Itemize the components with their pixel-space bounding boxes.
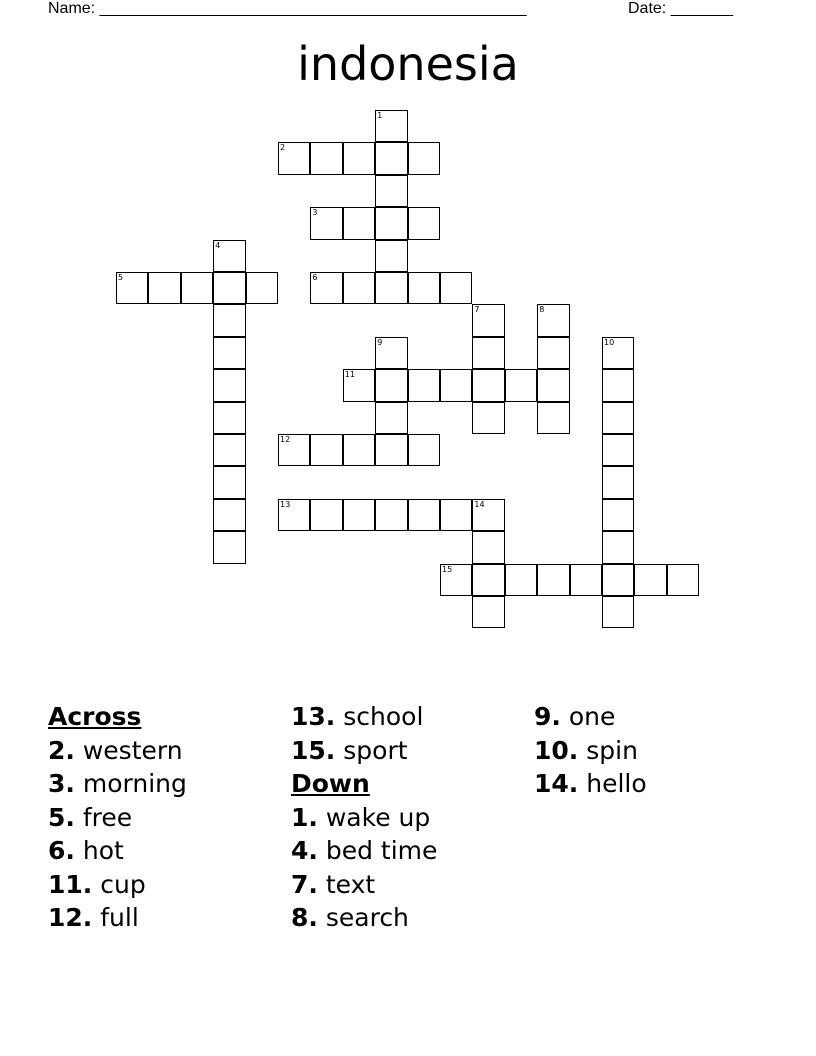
grid-cell[interactable]	[375, 434, 407, 466]
grid-cell[interactable]	[343, 499, 375, 531]
grid-cell[interactable]	[375, 175, 407, 207]
clue-text: hello	[586, 769, 647, 798]
grid-cell[interactable]	[440, 564, 472, 596]
grid-cell[interactable]	[440, 499, 472, 531]
grid-cell[interactable]	[472, 369, 504, 401]
grid-cell[interactable]	[375, 110, 407, 142]
clue-number: 11.	[48, 869, 93, 899]
grid-cell[interactable]	[181, 272, 213, 304]
grid-cell[interactable]	[213, 369, 245, 401]
down-clue	[291, 834, 531, 868]
grid-cell[interactable]	[472, 304, 504, 336]
grid-cell[interactable]	[343, 207, 375, 239]
grid-cell[interactable]	[602, 402, 634, 434]
across-clue	[48, 834, 288, 868]
clue-number-label: 9	[377, 337, 383, 347]
grid-cell[interactable]	[440, 369, 472, 401]
grid-cell[interactable]	[375, 369, 407, 401]
down-clue	[534, 700, 774, 734]
grid-cell[interactable]	[148, 272, 180, 304]
clue-number-label: 14	[474, 499, 485, 509]
grid-cell[interactable]	[278, 142, 310, 174]
clue-number-label: 6	[312, 273, 318, 282]
grid-cell[interactable]	[213, 434, 245, 466]
clue-column-2	[291, 700, 531, 935]
clue-number-label: 3	[312, 208, 318, 218]
grid-cell[interactable]	[343, 142, 375, 174]
grid-cell[interactable]	[472, 337, 504, 369]
clue-column-3	[534, 700, 774, 801]
grid-cell[interactable]	[472, 499, 504, 531]
clue-text: text	[325, 869, 376, 899]
grid-cell[interactable]	[602, 531, 634, 563]
grid-cell[interactable]	[602, 434, 634, 466]
clue-number-label: 1	[377, 111, 383, 120]
grid-cell[interactable]	[375, 142, 407, 174]
grid-cell[interactable]	[472, 564, 504, 596]
clue-number: 3.	[48, 769, 75, 798]
grid-cell[interactable]	[310, 499, 342, 531]
clue-number: 8.	[291, 903, 318, 932]
grid-cell[interactable]	[343, 369, 375, 401]
down-clue	[291, 801, 531, 835]
grid-cell[interactable]	[602, 564, 634, 596]
clue-number: 15.	[291, 735, 336, 765]
date-field-label[interactable]: Date: _______	[628, 0, 733, 17]
grid-cell[interactable]	[667, 564, 699, 596]
grid-cell[interactable]	[408, 142, 440, 174]
grid-cell[interactable]	[472, 531, 504, 563]
clue-number-label: 2	[280, 143, 286, 153]
grid-cell[interactable]	[213, 531, 245, 563]
across-clue	[291, 734, 531, 768]
across-clue	[48, 801, 288, 835]
clue-text: free	[82, 802, 133, 832]
grid-cell[interactable]	[213, 499, 245, 531]
grid-cell[interactable]	[213, 240, 245, 272]
grid-cell[interactable]	[537, 564, 569, 596]
across-clue	[48, 734, 288, 768]
clue-number-label: 13	[280, 499, 291, 509]
clue-text: full	[100, 903, 139, 932]
grid-cell[interactable]	[343, 434, 375, 466]
clue-text: sport	[343, 735, 408, 765]
clue-text: western	[82, 735, 183, 765]
clue-number-label: 4	[215, 240, 221, 250]
grid-cell[interactable]	[408, 272, 440, 304]
across-clue	[48, 767, 288, 801]
clue-column-1	[48, 700, 288, 935]
grid-cell[interactable]	[602, 466, 634, 498]
grid-cell[interactable]	[505, 369, 537, 401]
clue-number: 12.	[48, 903, 93, 932]
across-clue	[48, 901, 288, 935]
clue-number-label: 8	[539, 305, 545, 315]
grid-cell[interactable]	[246, 272, 278, 304]
grid-cell[interactable]	[570, 564, 602, 596]
clue-number: 7.	[291, 869, 318, 899]
grid-cell[interactable]	[310, 434, 342, 466]
clue-number: 9.	[534, 702, 561, 731]
clue-text: bed time	[325, 836, 438, 865]
grid-cell[interactable]	[537, 304, 569, 336]
across-clue	[48, 868, 288, 902]
clue-number: 10.	[534, 735, 579, 765]
grid-cell[interactable]	[408, 207, 440, 239]
clue-text: cup	[100, 869, 146, 899]
grid-cell[interactable]	[213, 272, 245, 304]
clue-number-label: 7	[474, 305, 480, 315]
puzzle-title: indonesia	[297, 37, 519, 91]
grid-cell[interactable]	[213, 402, 245, 434]
clue-number: 1.	[291, 802, 318, 832]
grid-cell[interactable]	[310, 207, 342, 239]
grid-cell[interactable]	[634, 564, 666, 596]
grid-cell[interactable]	[116, 272, 148, 304]
grid-cell[interactable]	[375, 402, 407, 434]
clue-text: morning	[82, 769, 187, 798]
grid-cell[interactable]	[375, 207, 407, 239]
grid-cell[interactable]	[278, 499, 310, 531]
clue-text: school	[343, 702, 424, 731]
down-clue	[534, 734, 774, 768]
clue-number-label: 15	[442, 564, 453, 574]
clue-number: 14.	[534, 769, 579, 798]
clue-number: 6.	[48, 836, 75, 865]
grid-cell[interactable]	[602, 337, 634, 369]
clue-number-label: 11	[344, 370, 355, 380]
grid-cell[interactable]	[472, 402, 504, 434]
grid-cell[interactable]	[213, 466, 245, 498]
grid-cell[interactable]	[537, 402, 569, 434]
down-heading: Down	[291, 769, 370, 798]
clue-number: 13.	[291, 702, 336, 731]
down-clue	[534, 767, 774, 801]
grid-cell[interactable]	[375, 499, 407, 531]
grid-cell[interactable]	[602, 596, 634, 628]
grid-cell[interactable]	[310, 272, 342, 304]
across-clue	[291, 700, 531, 734]
clue-number: 2.	[48, 735, 75, 765]
down-clue	[291, 868, 531, 902]
clue-text: hot	[82, 836, 124, 865]
header-line	[48, 0, 768, 20]
clue-number-label: 10	[604, 337, 615, 347]
grid-cell[interactable]	[602, 499, 634, 531]
grid-cell[interactable]	[278, 434, 310, 466]
clue-text: search	[325, 903, 409, 932]
clue-number: 4.	[291, 836, 318, 865]
name-field-label[interactable]: Name: ________________________________________________	[48, 0, 527, 17]
grid-cell[interactable]	[472, 596, 504, 628]
clue-text: spin	[586, 735, 638, 765]
clue-text: wake up	[325, 802, 431, 832]
clue-number-label: 12	[280, 435, 291, 444]
clue-number-label: 5	[118, 273, 124, 282]
grid-cell[interactable]	[537, 337, 569, 369]
grid-cell[interactable]	[375, 240, 407, 272]
grid-cell[interactable]	[440, 272, 472, 304]
clue-number: 5.	[48, 802, 75, 832]
grid-cell[interactable]	[375, 272, 407, 304]
grid-cell[interactable]	[343, 272, 375, 304]
grid-cell[interactable]	[408, 434, 440, 466]
grid-cell[interactable]	[375, 337, 407, 369]
grid-cell[interactable]	[213, 337, 245, 369]
grid-cell[interactable]	[408, 369, 440, 401]
down-clue	[291, 901, 531, 935]
across-heading: Across	[48, 702, 142, 731]
clue-text: one	[568, 702, 616, 731]
grid-cell[interactable]	[537, 369, 569, 401]
grid-cell[interactable]	[505, 564, 537, 596]
grid-cell[interactable]	[310, 142, 342, 174]
grid-cell[interactable]	[408, 499, 440, 531]
grid-cell[interactable]	[213, 304, 245, 336]
grid-cell[interactable]	[602, 369, 634, 401]
